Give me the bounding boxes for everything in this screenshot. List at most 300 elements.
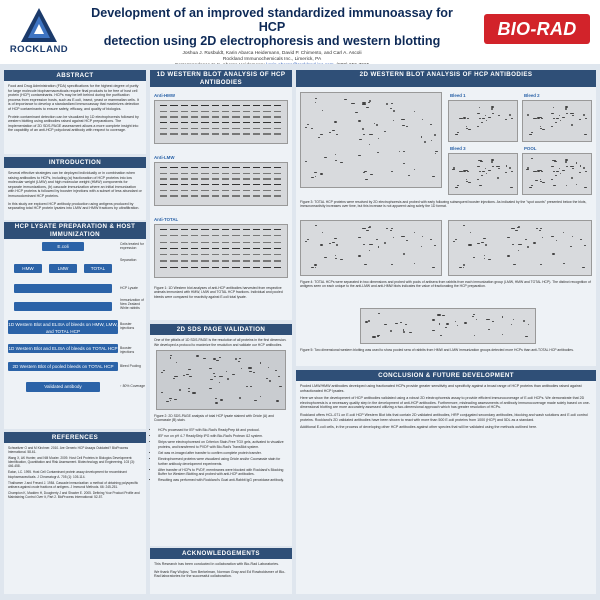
blot-spot bbox=[359, 139, 362, 140]
blot-spot bbox=[246, 386, 248, 387]
abstract-text: Food and Drug Administration (FDA) specifications for the highest degree of purity for large molecule biopharmaceuticals require final products to be free of host cell protein (HCP) contaminants. HCPs may be left behind during the purification process from expression hosts, such as E.coli, insect, yeast or mammalian cells. It is of importance to develop a standardized immunoassay that maximizes detection of HCP contaminants to ensure safety, efficacy, and quality of biologics. Protein contaminant detection can be visualized by 1D electrophoresis followed by western blotting using antibodies raised against HCP preparations. The implementation of 2D SDS-PAGE assessment allows a more complete insight into the capability of an anti-HCP polyclonal antibody with respect to coverage. bbox=[8, 84, 140, 133]
blot-band bbox=[212, 267, 219, 268]
blot-spot bbox=[183, 375, 185, 376]
blot-spot bbox=[585, 118, 587, 119]
blot-band bbox=[243, 260, 250, 261]
blot-spot bbox=[335, 258, 336, 259]
blot-band bbox=[253, 195, 260, 196]
wb2d-blot-pool bbox=[522, 153, 592, 195]
blot-spot bbox=[227, 378, 228, 379]
blot-spot bbox=[376, 239, 377, 240]
blot-band bbox=[170, 235, 177, 236]
blot-spot bbox=[488, 329, 490, 330]
blot-band bbox=[232, 116, 239, 117]
blot-band bbox=[191, 229, 198, 230]
blot-band bbox=[274, 248, 281, 249]
blot-spot bbox=[507, 255, 510, 256]
blot-spot bbox=[531, 158, 533, 159]
blot-spot bbox=[479, 171, 481, 172]
blot-band bbox=[222, 167, 229, 168]
blot-spot bbox=[239, 397, 241, 398]
blot-spot bbox=[408, 175, 410, 176]
blot-band bbox=[191, 133, 198, 134]
blot-band bbox=[212, 235, 219, 236]
blot-band bbox=[253, 111, 260, 112]
blot-band bbox=[263, 260, 270, 261]
blot-spot bbox=[465, 170, 468, 171]
acknowledgements-panel bbox=[150, 548, 292, 594]
blot-band bbox=[263, 195, 270, 196]
blot-band bbox=[232, 248, 239, 249]
blot-band bbox=[274, 195, 281, 196]
blot-spot bbox=[496, 166, 499, 167]
blot-spot bbox=[362, 128, 364, 129]
blot-spot bbox=[474, 335, 476, 336]
blot-spot bbox=[376, 124, 377, 125]
blot-band bbox=[274, 178, 281, 179]
blot-spot bbox=[555, 175, 556, 176]
blot-spot bbox=[393, 237, 394, 238]
flow-note-7: ↑ 80% Coverage bbox=[120, 384, 146, 388]
blot-spot bbox=[334, 121, 337, 122]
blot-spot bbox=[260, 362, 261, 363]
blot-band bbox=[253, 229, 260, 230]
blot-band bbox=[253, 184, 260, 185]
blot-spot bbox=[395, 323, 397, 324]
blot-spot bbox=[188, 388, 189, 389]
blot-spot bbox=[278, 376, 280, 377]
blot-spot bbox=[485, 168, 486, 169]
blot-band bbox=[253, 190, 260, 191]
blot-spot bbox=[551, 166, 554, 167]
blot-spot bbox=[358, 255, 361, 256]
blot-spot bbox=[571, 177, 573, 178]
blot-band bbox=[170, 178, 177, 179]
blot-spot bbox=[214, 376, 216, 377]
blot-band bbox=[243, 235, 250, 236]
blot-spot bbox=[533, 242, 536, 243]
blot-band bbox=[212, 260, 219, 261]
blot-spot bbox=[173, 378, 175, 379]
blot-band bbox=[232, 195, 239, 196]
blot-band bbox=[191, 122, 198, 123]
blot-spot bbox=[468, 182, 471, 183]
blot-spot bbox=[401, 119, 404, 120]
blot-spot bbox=[370, 174, 373, 175]
abstract-panel bbox=[4, 70, 146, 154]
blot-spot bbox=[320, 173, 323, 174]
blot-spot bbox=[209, 388, 212, 389]
blot-spot bbox=[570, 113, 573, 114]
blot-spot bbox=[170, 355, 172, 356]
blot-spot bbox=[470, 232, 471, 233]
blot-spot bbox=[405, 324, 407, 325]
acknowledgements-heading: ACKNOWLEDGEMENTS bbox=[150, 548, 292, 559]
blot-band bbox=[232, 173, 239, 174]
blot-band bbox=[160, 229, 167, 230]
blot-band bbox=[181, 128, 188, 129]
blot-band bbox=[201, 105, 208, 106]
blot-spot bbox=[324, 257, 327, 258]
blot-spot bbox=[279, 386, 282, 387]
blot-spot bbox=[486, 120, 487, 121]
rockland-logo bbox=[6, 6, 72, 60]
blot-band bbox=[253, 116, 260, 117]
blot-band bbox=[212, 195, 219, 196]
sds-page-text: One of the pitfalls of 1D SDS-PAGE is the resolution of all proteins in the first dimension. We developed a protocol to maximize the resolution and validate our HCP antibodies. bbox=[154, 338, 287, 347]
blot-band bbox=[232, 128, 239, 129]
blot-spot bbox=[583, 114, 585, 115]
blot-spot bbox=[390, 108, 392, 109]
blot-spot bbox=[403, 331, 404, 332]
blot-spot bbox=[409, 332, 412, 333]
blot-spot bbox=[322, 232, 323, 233]
blot-spot bbox=[542, 237, 543, 238]
blot-spot bbox=[362, 228, 365, 229]
blot-band bbox=[212, 248, 219, 249]
blot-spot bbox=[467, 118, 469, 119]
blot-spot bbox=[482, 118, 485, 119]
blot-spot bbox=[275, 370, 277, 371]
blot-spot bbox=[491, 108, 493, 109]
wb2d-caption-4: Figure 4: TOTAL HCPs were separated in two dimensions and probed with pools of antisera from rabbits from each immunization group (LMW, HMW and TOTAL HCP). The distinct recognition of antigens seen on each unique to the anti-LMW and anti-HMW blots indicates the value of fractionating the HCP preparation. bbox=[300, 280, 591, 289]
blot-band bbox=[181, 229, 188, 230]
blot-spot bbox=[498, 115, 500, 116]
blot-spot bbox=[311, 177, 314, 178]
blot-spot bbox=[307, 239, 309, 240]
blot-spot bbox=[480, 161, 483, 162]
blot-band bbox=[232, 184, 239, 185]
poster-header bbox=[0, 0, 600, 64]
blot-spot bbox=[437, 314, 440, 315]
blot-spot bbox=[584, 134, 587, 135]
blot-spot bbox=[570, 166, 573, 167]
blot-band bbox=[274, 254, 281, 255]
blot-band bbox=[201, 167, 208, 168]
blot-spot bbox=[492, 166, 493, 167]
blot-spot bbox=[506, 165, 507, 166]
blot-spot bbox=[406, 240, 408, 241]
blot-band bbox=[243, 128, 250, 129]
blot-spot bbox=[535, 180, 538, 181]
blot-band bbox=[191, 267, 198, 268]
blot-spot bbox=[511, 118, 513, 119]
blot-spot bbox=[565, 161, 567, 162]
blot-spot bbox=[477, 243, 479, 244]
blot-band bbox=[170, 248, 177, 249]
blot-band bbox=[253, 122, 260, 123]
blot-spot bbox=[414, 263, 415, 264]
title-line-2: detection using 2D electrophoresis and western blotting bbox=[103, 34, 441, 48]
blot-band bbox=[232, 190, 239, 191]
blot-band bbox=[263, 242, 270, 243]
blot-spot bbox=[364, 264, 366, 265]
blot-band bbox=[212, 242, 219, 243]
blot-spot bbox=[432, 267, 435, 268]
blot-spot bbox=[556, 118, 559, 119]
blot-spot bbox=[358, 120, 361, 121]
title-line-1: Development of an improved standardized immunoassay for HCP bbox=[91, 6, 453, 34]
blot-spot bbox=[479, 107, 480, 108]
blot-spot bbox=[533, 171, 536, 172]
blot-spot bbox=[311, 128, 313, 129]
blot-spot bbox=[377, 152, 379, 153]
flow-step-3: 2D Western Blot of pooled bleeds on TOTAL HCP bbox=[8, 362, 118, 371]
blot-spot bbox=[232, 374, 235, 375]
blot-spot bbox=[344, 99, 347, 100]
blot-band bbox=[243, 111, 250, 112]
wb2d-caption-3: Figure 3: TOTAL HCP proteins were resolved by 2D electrophoresis and probed with early following subsequent booster injections. As indicated by the "spot counts" presented below the blots, immunoreactivity increases over time, but this increase is not apparent using solely the 1D format. bbox=[300, 200, 587, 209]
blot-spot bbox=[362, 102, 365, 103]
blot-spot bbox=[507, 237, 510, 238]
blot-spot bbox=[513, 319, 514, 320]
blot-band bbox=[160, 260, 167, 261]
blot-spot bbox=[340, 162, 343, 163]
blot-spot bbox=[584, 187, 587, 188]
blot-spot bbox=[391, 103, 393, 104]
blot-spot bbox=[457, 187, 459, 188]
flow-rabbits-bar bbox=[14, 302, 112, 311]
blot-spot bbox=[552, 253, 554, 254]
blot-band bbox=[212, 190, 219, 191]
blot-band bbox=[222, 229, 229, 230]
blot-spot bbox=[576, 162, 577, 163]
blot-spot bbox=[366, 107, 369, 108]
blot-band bbox=[232, 178, 239, 179]
blot-spot bbox=[559, 115, 560, 116]
blot-spot bbox=[430, 239, 432, 240]
blot-spot bbox=[435, 153, 436, 154]
blot-band bbox=[263, 190, 270, 191]
blot-band bbox=[191, 167, 198, 168]
blot-band bbox=[222, 116, 229, 117]
blot-spot bbox=[393, 110, 395, 111]
blot-band bbox=[243, 184, 250, 185]
blot-spot bbox=[554, 161, 557, 162]
blot-spot bbox=[497, 177, 499, 178]
blot-band bbox=[170, 167, 177, 168]
blot-spot bbox=[477, 179, 480, 180]
blot-spot bbox=[351, 103, 354, 104]
blot-spot bbox=[502, 316, 503, 317]
blot-spot bbox=[335, 160, 336, 161]
blot-spot bbox=[166, 401, 169, 402]
blot-band bbox=[263, 235, 270, 236]
blot-spot bbox=[315, 176, 317, 177]
blot-band bbox=[212, 178, 219, 179]
blot-band bbox=[274, 111, 281, 112]
blot-band bbox=[212, 184, 219, 185]
blot-band bbox=[243, 267, 250, 268]
biorad-logo: BIO-RAD bbox=[484, 14, 590, 44]
blot-spot bbox=[377, 336, 379, 337]
blot-band bbox=[160, 133, 167, 134]
blot-spot bbox=[484, 255, 485, 256]
blot-band bbox=[181, 173, 188, 174]
flow-note-3: Immunization of New Zealand White rabbits bbox=[120, 298, 144, 311]
blot-band bbox=[181, 184, 188, 185]
blot-spot bbox=[219, 382, 220, 383]
blot-spot bbox=[434, 134, 436, 135]
blot-band bbox=[222, 190, 229, 191]
blot-band bbox=[232, 133, 239, 134]
blot-spot bbox=[527, 114, 529, 115]
blot-spot bbox=[459, 171, 462, 172]
blot-band bbox=[263, 267, 270, 268]
blot-band bbox=[160, 254, 167, 255]
blot-band bbox=[170, 229, 177, 230]
blot-band bbox=[222, 195, 229, 196]
blot-band bbox=[170, 111, 177, 112]
blot-spot bbox=[366, 230, 369, 231]
blot-band bbox=[263, 178, 270, 179]
blot-band bbox=[160, 122, 167, 123]
blot-spot bbox=[551, 113, 554, 114]
blot-spot bbox=[432, 330, 435, 331]
blot-band bbox=[160, 267, 167, 268]
blot-spot bbox=[432, 319, 435, 320]
blot-spot bbox=[526, 169, 528, 170]
references-panel bbox=[4, 432, 146, 594]
blot-band bbox=[263, 184, 270, 185]
blot-spot bbox=[488, 117, 491, 118]
blot-spot bbox=[531, 134, 533, 135]
wb1d-label-total: Anti-TOTAL bbox=[154, 217, 179, 222]
blot-spot bbox=[336, 244, 338, 245]
blot-band bbox=[181, 178, 188, 179]
blot-band bbox=[222, 254, 229, 255]
blot-spot bbox=[176, 362, 177, 363]
blot-spot bbox=[269, 380, 271, 381]
blot-band bbox=[232, 167, 239, 168]
blot-spot bbox=[213, 373, 215, 374]
blot-band bbox=[263, 254, 270, 255]
blot-band bbox=[222, 128, 229, 129]
blot-band bbox=[274, 242, 281, 243]
blot-band bbox=[212, 111, 219, 112]
blot-band bbox=[243, 254, 250, 255]
blot-spot bbox=[210, 379, 213, 380]
blot-band bbox=[253, 167, 260, 168]
acknowledgements-text: This Research has been conducted in collaboration with Bio-Rad Laboratories. We thank Ray Wojtov, Tom Berkelman, Norman Gray and Ed Rowboldsmer of Bio-Rad laboratories for the successful collaboration. bbox=[154, 562, 286, 579]
wb1d-blot-total bbox=[154, 224, 288, 278]
blot-spot bbox=[215, 402, 218, 403]
blot-band bbox=[263, 116, 270, 117]
blot-spot bbox=[241, 368, 242, 369]
blot-band bbox=[201, 267, 208, 268]
blot-spot bbox=[369, 134, 372, 135]
blot-band bbox=[170, 242, 177, 243]
blot-band bbox=[274, 267, 281, 268]
wb2d-blot-bleed1 bbox=[448, 100, 518, 142]
blot-spot bbox=[491, 161, 493, 162]
blot-spot bbox=[305, 127, 307, 128]
blot-band bbox=[253, 260, 260, 261]
blot-spot bbox=[276, 400, 279, 401]
blot-band bbox=[263, 105, 270, 106]
blot-band bbox=[191, 111, 198, 112]
blot-spot bbox=[579, 172, 581, 173]
blot-spot bbox=[307, 124, 309, 125]
blot-band bbox=[170, 190, 177, 191]
blot-band bbox=[222, 267, 229, 268]
blot-band bbox=[253, 242, 260, 243]
blot-band bbox=[243, 122, 250, 123]
blot-band bbox=[243, 116, 250, 117]
blot-spot bbox=[551, 236, 554, 237]
blot-spot bbox=[315, 267, 317, 268]
blot-spot bbox=[459, 118, 462, 119]
blot-band bbox=[170, 260, 177, 261]
blot-spot bbox=[403, 253, 405, 254]
blot-band bbox=[253, 178, 260, 179]
wb2d-total-gel bbox=[300, 92, 442, 188]
flow-step-2: 1D Western Blot and ELISA of bleeds on TOTAL HCP bbox=[8, 346, 118, 351]
blot-band bbox=[263, 173, 270, 174]
blot-band bbox=[212, 116, 219, 117]
blot-spot bbox=[472, 316, 474, 317]
blot-band bbox=[212, 122, 219, 123]
blot-spot bbox=[477, 166, 480, 167]
blot-band bbox=[274, 173, 281, 174]
blot-band bbox=[232, 235, 239, 236]
blot-band bbox=[243, 133, 250, 134]
blot-band bbox=[263, 122, 270, 123]
blot-spot bbox=[455, 321, 456, 322]
blot-spot bbox=[414, 111, 415, 112]
blot-spot bbox=[320, 244, 323, 245]
blot-spot bbox=[384, 324, 387, 325]
blot-band bbox=[170, 116, 177, 117]
blot-spot bbox=[459, 267, 462, 268]
blot-spot bbox=[523, 320, 525, 321]
blot-spot bbox=[403, 151, 405, 152]
blot-spot bbox=[583, 167, 585, 168]
blot-spot bbox=[355, 112, 358, 113]
blot-spot bbox=[403, 163, 405, 164]
conclusion-heading: CONCLUSION & FUTURE DEVELOPMENT bbox=[296, 370, 596, 381]
blot-spot bbox=[216, 360, 219, 361]
blot-spot bbox=[363, 134, 365, 135]
blot-spot bbox=[551, 126, 554, 127]
blot-spot bbox=[335, 154, 336, 155]
introduction-text: Several effective strategies can be deployed individually or in combination when raising antibodies to HCPs, including (a) fractionation of HCP proteins into low molecular weight (LMW) and high molecular weight (HMW) components for separate immunizations, (b) cascade immunization where an initial immunization with HCP proteins is followed by booster injections with a subset of less abundant or immunodominant HCP proteins. In this study we explored HCP antibody production using antigens produced by separating total HCP protein lysates into LMW and HMW fractions by ultrafiltration. bbox=[8, 171, 142, 211]
blot-spot bbox=[161, 372, 163, 373]
blot-spot bbox=[170, 357, 171, 358]
blot-spot bbox=[414, 232, 415, 233]
blot-band bbox=[274, 229, 281, 230]
flow-note-5: Booster injections bbox=[120, 346, 135, 355]
blot-spot bbox=[553, 118, 555, 119]
blot-spot bbox=[560, 173, 561, 174]
blot-spot bbox=[390, 330, 393, 331]
blot-spot bbox=[378, 246, 379, 247]
blot-band bbox=[253, 133, 260, 134]
blot-spot bbox=[539, 117, 542, 118]
blot-spot bbox=[562, 170, 565, 171]
blot-spot bbox=[414, 169, 415, 170]
blot-spot bbox=[483, 238, 486, 239]
blot-band bbox=[160, 105, 167, 106]
blot-band bbox=[263, 248, 270, 249]
blot-spot bbox=[540, 179, 541, 180]
blot-band bbox=[201, 128, 208, 129]
blot-spot bbox=[576, 184, 577, 185]
blot-band bbox=[181, 167, 188, 168]
blot-spot bbox=[584, 245, 586, 246]
blot-spot bbox=[509, 114, 511, 115]
blot-band bbox=[253, 105, 260, 106]
